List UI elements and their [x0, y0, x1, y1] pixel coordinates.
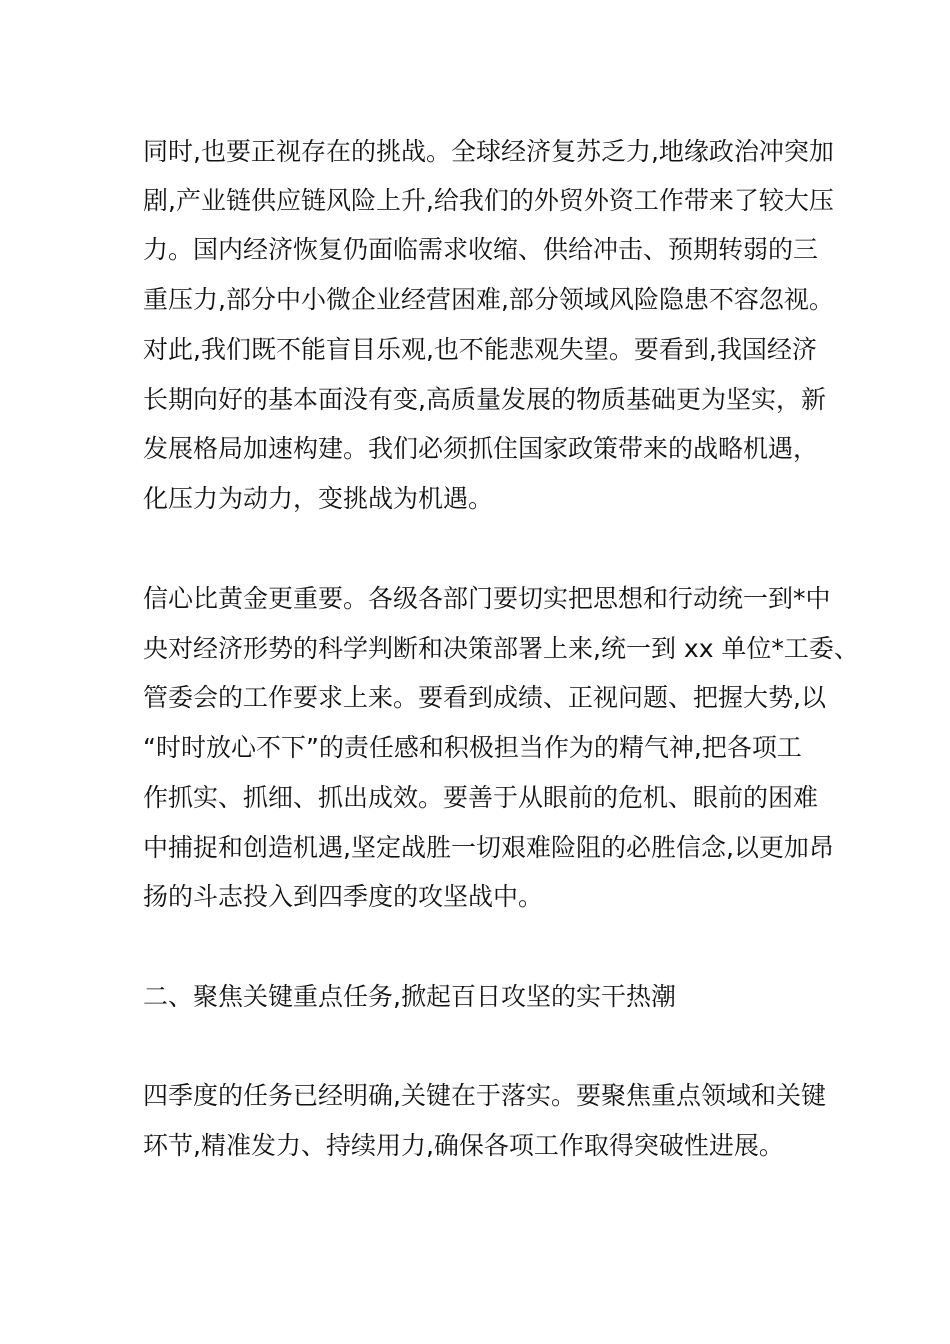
paragraph-line: 长期向好的基本面没有变,高质量发展的物质基础更为坚实，新	[143, 385, 826, 414]
paragraph-line: 环节,精准发力、持续用力,确保各项工作取得突破性进展。	[143, 1131, 784, 1160]
paragraph-line: 四季度的任务已经明确,关键在于落实。要聚焦重点领域和关键	[143, 1081, 826, 1110]
paragraph-line: 同时,也要正视存在的挑战。全球经济复苏乏力,地缘政治冲突加	[143, 137, 834, 166]
paragraph-line: 信心比黄金更重要。各级各部门要切实把思想和行动统一到*中	[143, 584, 831, 613]
paragraph-line: 管委会的工作要求上来。要看到成绩、正视问题、把握大势,以	[143, 683, 826, 712]
paragraph-line: 重压力,部分中小微企业经营困难,部分领域风险隐患不容忽视。	[143, 285, 834, 314]
paragraph-line: 发展格局加速构建。我们必须抓住国家政策带来的战略机遇，	[143, 434, 819, 463]
paragraph-line: 央对经济形势的科学判断和决策部署上来,统一到 xx 单位*工委、	[143, 634, 859, 663]
section-heading: 二、聚焦关键重点任务,掀起百日攻坚的实干热潮	[143, 982, 676, 1011]
paragraph-line: “时时放心不下”的责任感和积极担当作为的精气神,把各项工	[143, 733, 802, 762]
paragraph-line: 扬的斗志投入到四季度的攻坚战中。	[143, 882, 544, 911]
paragraph-line: 力。国内经济恢复仍面临需求收缩、供给冲击、预期转弱的三	[143, 235, 819, 264]
paragraph-line: 作抓实、抓细、抓出成效。要善于从眼前的危机、眼前的困难	[143, 783, 819, 812]
paragraph-line: 对此,我们既不能盲目乐观,也不能悲观失望。要看到,我国经济	[143, 335, 817, 364]
paragraph-line: 剧,产业链供应链风险上升,给我们的外贸外资工作带来了较大压	[143, 186, 834, 215]
paragraph-line: 化压力为动力，变挑战为机遇。	[143, 484, 494, 513]
paragraph-line: 中捕捉和创造机遇,坚定战胜一切艰难险阻的必胜信念,以更加昂	[143, 833, 834, 862]
